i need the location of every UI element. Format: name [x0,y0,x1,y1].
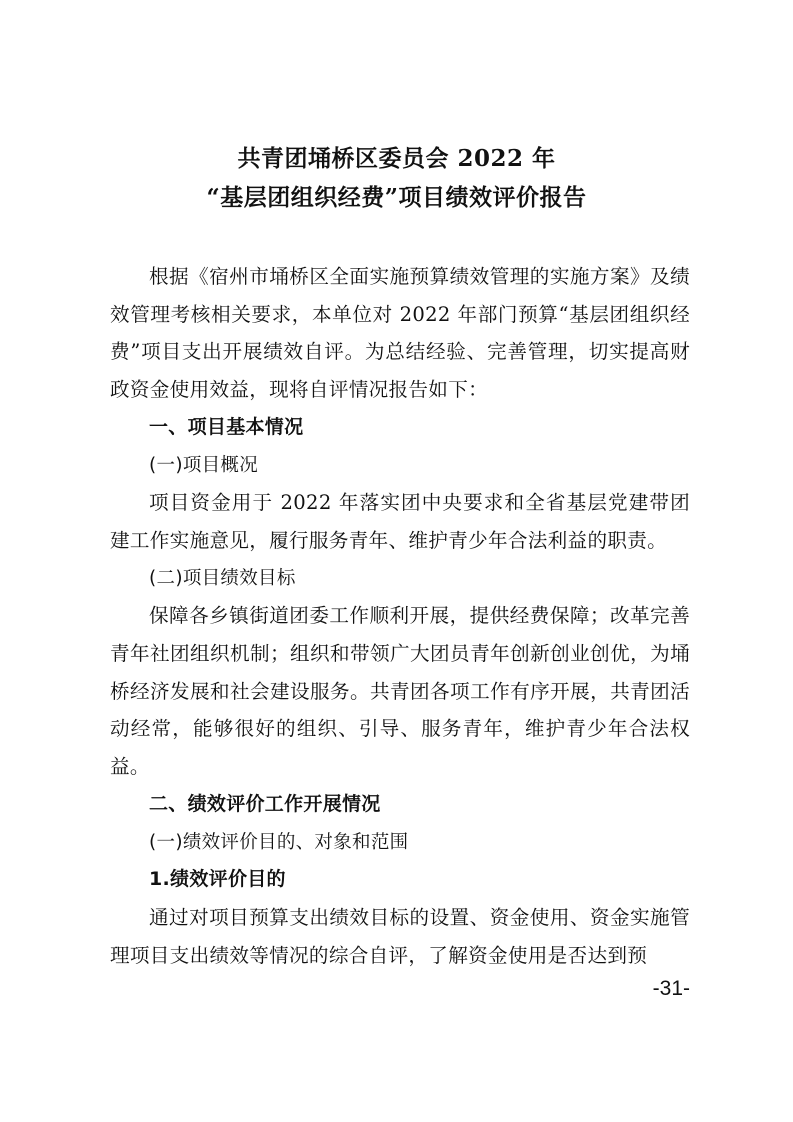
report-body [110,258,690,974]
section-heading-2: 二、绩效评价工作开展情况 [149,792,381,815]
subsection-heading-evaluation-scope: (一)绩效评价目的、对象和范围 [149,831,409,853]
intro-paragraph: 根据《宿州市埇桥区全面实施预算绩效管理的实施方案》及绩效管理考核相关要求，本单位对 2022 年部门预算“基层团组织经费”项目支出开展绩效自评。为总结经验、完善管理，切实提高财政资金使用效益，现将自评情况报告如下： [110,265,690,402]
page-number: -31- [652,977,690,1000]
evaluation-purpose-paragraph: 通过对项目预算支出绩效目标的设置、资金使用、资金实施管理项目支出绩效等情况的综合自评，了解资金使用是否达到预 [110,905,690,967]
subsection-heading-performance-goals: (二)项目绩效目标 [149,567,296,589]
project-overview-paragraph: 项目资金用于 2022 年落实团中央要求和全省基层党建带团建工作实施意见，履行服务青年、维护青少年合法利益的职责。 [110,491,690,552]
section-heading-1: 一、项目基本情况 [149,415,304,438]
subsection-heading-project-overview: (一)项目概况 [149,454,259,476]
report-title-line-1: 共青团埇桥区委员会 2022 年 [237,145,556,172]
performance-goals-paragraph: 保障各乡镇街道团委工作顺利开展，提供经费保障；改革完善青年社团组织机制；组织和带领广大团员青年创新创业创优，为埇桥经济发展和社会建设服务。共青团各项工作有序开展，共青团活动经常，能够很好的组织、引导、服务青年，维护青少年合法权益。 [110,604,690,779]
item-heading-evaluation-purpose: 1.绩效评价目的 [149,868,286,891]
report-title-line-2: “基层团组织经费”项目绩效评价报告 [206,184,587,211]
